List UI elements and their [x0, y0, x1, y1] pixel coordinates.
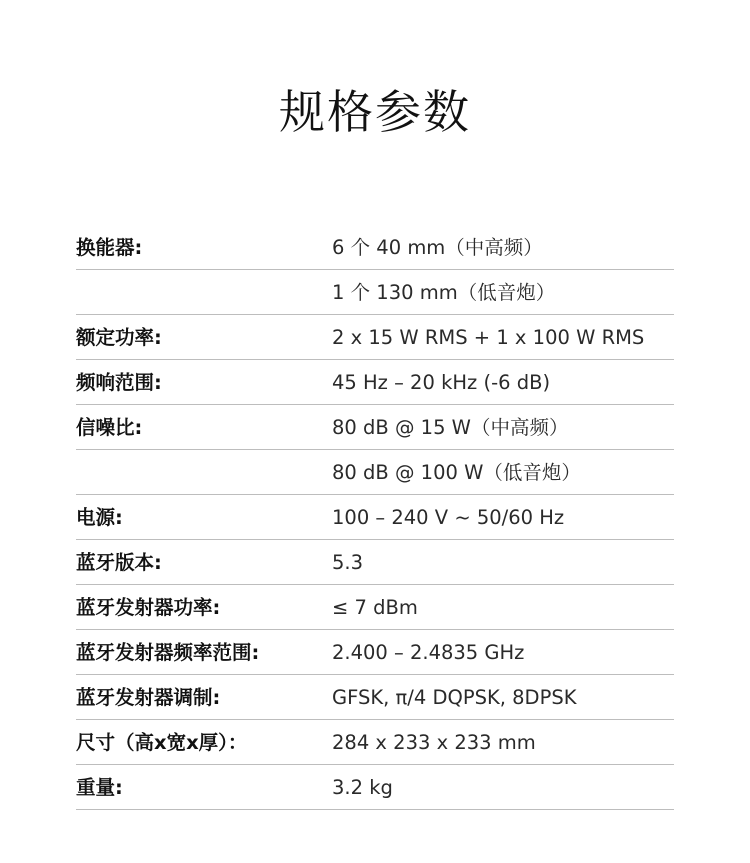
- spec-label: 重量:: [76, 776, 123, 799]
- spec-row-dimensions: [76, 720, 674, 765]
- spec-value: 3.2 kg: [332, 776, 393, 799]
- spec-value: ≤ 7 dBm: [332, 596, 418, 619]
- spec-label: 额定功率:: [76, 326, 162, 349]
- spec-value: 2 x 15 W RMS + 1 x 100 W RMS: [332, 326, 645, 349]
- spec-row-rated-power: [76, 315, 674, 360]
- spec-row-power-supply: [76, 495, 674, 540]
- spec-row-bluetooth-version: [76, 540, 674, 585]
- spec-value: 80 dB @ 100 W（低音炮）: [332, 461, 581, 484]
- spec-row-snr-sub: [76, 450, 674, 495]
- spec-row-transducer-sub: [76, 270, 674, 315]
- page-title: 规格参数: [279, 85, 471, 139]
- spec-value: 284 x 233 x 233 mm: [332, 731, 536, 754]
- spec-label: 信噪比:: [76, 416, 143, 439]
- spec-label: 蓝牙发射器调制:: [76, 686, 221, 709]
- spec-value: 5.3: [332, 551, 364, 574]
- spec-label: 频响范围:: [76, 371, 162, 394]
- spec-value: 45 Hz – 20 kHz (-6 dB): [332, 371, 551, 394]
- spec-value: 100 – 240 V ~ 50/60 Hz: [332, 506, 565, 529]
- spec-value: 1 个 130 mm（低音炮）: [332, 281, 556, 304]
- spec-value: GFSK, π/4 DQPSK, 8DPSK: [332, 686, 577, 709]
- spec-label: 蓝牙发射器功率:: [76, 596, 221, 619]
- spec-row-weight: [76, 765, 674, 810]
- spec-label: 蓝牙版本:: [76, 551, 162, 574]
- spec-row-bluetooth-modulation: [76, 675, 674, 720]
- spec-value: 80 dB @ 15 W（中高频）: [332, 416, 569, 439]
- spec-value: 2.400 – 2.4835 GHz: [332, 641, 525, 664]
- spec-row-bluetooth-frequency: [76, 630, 674, 675]
- spec-row-transducer: [76, 225, 674, 270]
- spec-table: [76, 225, 674, 810]
- spec-label: 蓝牙发射器频率范围:: [76, 641, 260, 664]
- spec-label: 换能器:: [76, 236, 143, 259]
- spec-row-frequency-response: [76, 360, 674, 405]
- spec-row-snr: [76, 405, 674, 450]
- spec-label: 电源:: [76, 506, 123, 529]
- spec-label: 尺寸（高x宽x厚）：: [76, 731, 248, 754]
- spec-row-bluetooth-power: [76, 585, 674, 630]
- spec-value: 6 个 40 mm（中高频）: [332, 236, 543, 259]
